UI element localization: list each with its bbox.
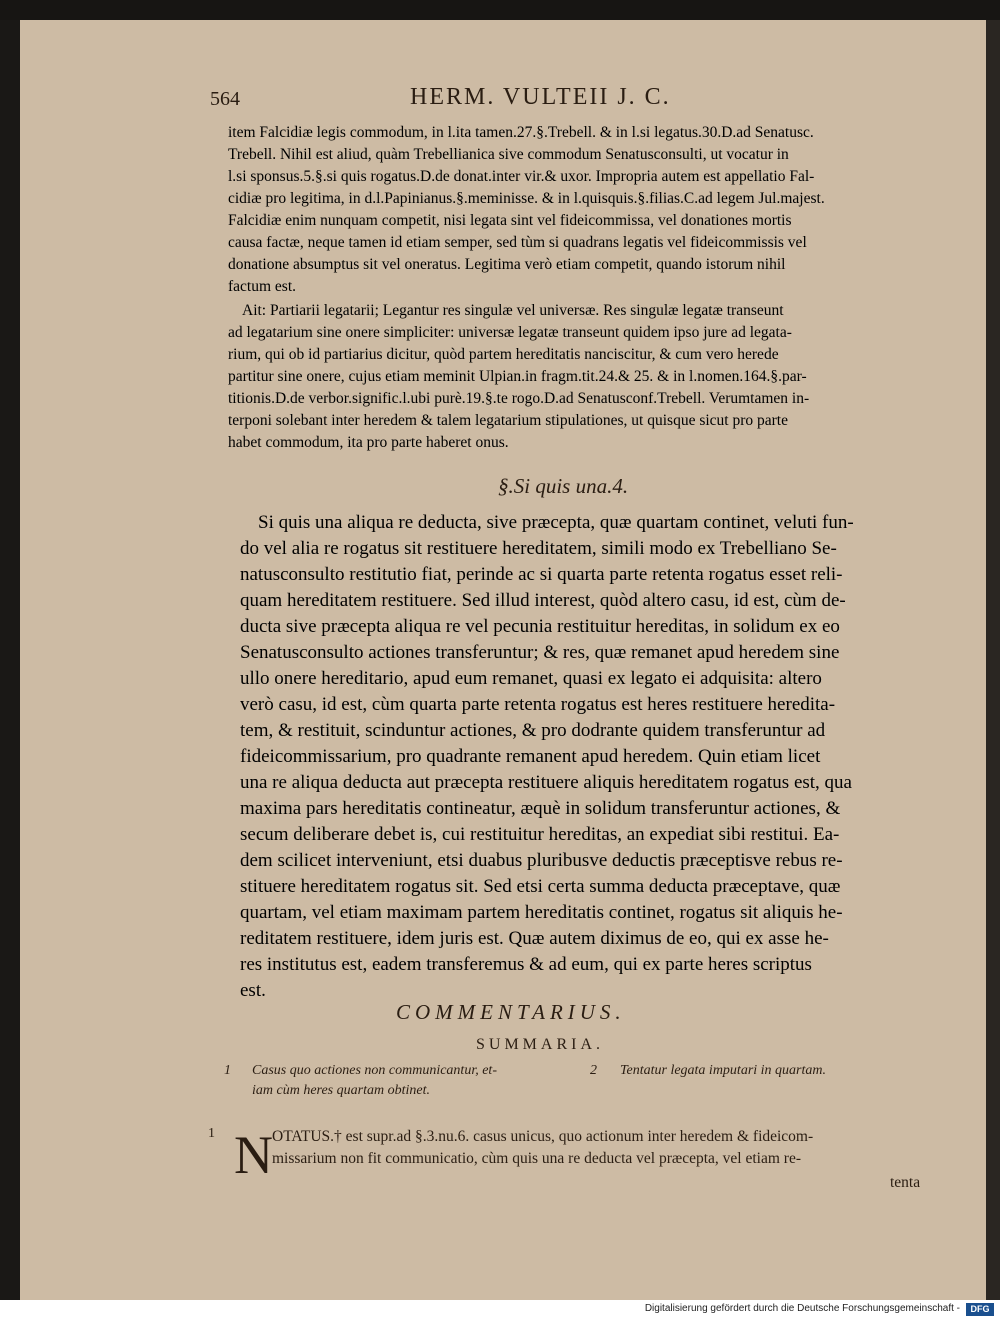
text-line: reditatem restituere, idem juris est. Quæ autem diximus de eo, qui ex asse he- <box>240 928 829 949</box>
text-line: verò casu, id est, cùm quarta parte retenta rogatus est heres restituere heredita- <box>240 694 836 715</box>
summaria-heading: SUMMARIA. <box>476 1036 605 1053</box>
text-line: res institutus est, eadem transferemus & ad eum, qui ex parte heres scriptus <box>240 954 812 975</box>
summary-number: 2 <box>590 1063 597 1078</box>
catchword: tenta <box>890 1174 921 1191</box>
text-line: secum deliberare debet is, cui restituitur hereditas, an expediat sibi restitui. Ea- <box>240 824 840 845</box>
text-line: cidiæ pro legitima, in d.l.Papinianus.§.meminisse. & in l.quisquis.§.filias.C.ad legem Jul.majest. <box>228 190 825 207</box>
text-line: factum est. <box>228 278 297 295</box>
text-line: tem, & restituit, scinduntur actiones, & pro dodrante quidem transferuntur ad <box>240 720 826 741</box>
text-line: fideicommissarium, pro quadrante remanent apud heredem. Quin etiam licet <box>240 746 821 767</box>
text-line: Ait: Partiarii legatarii; Legantur res singulæ vel universæ. Res singulæ legatæ transeunt <box>242 302 784 319</box>
drop-cap-initial: N <box>234 1125 273 1185</box>
text-line: l.si sponsus.5.§.si quis rogatus.D.de donat.inter vir.& uxor. Impropria autem est appellatio Fal- <box>228 168 815 185</box>
text-line: quam hereditatem restituere. Sed illud interest, quòd altero casu, id est, cùm de- <box>240 590 846 611</box>
scan-border-top <box>0 0 1000 20</box>
text-line: missarium non fit communicatio, cùm quis una re deducta vel præcepta, vel etiam re- <box>272 1150 801 1167</box>
text-line: maxima pars hereditatis contineatur, æquè in solidum transferuntur actiones, & <box>240 798 841 819</box>
summary-number: 1 <box>224 1063 231 1078</box>
footer-bar <box>0 1300 1000 1320</box>
text-line: Senatusconsulto actiones transferuntur; & res, quæ remanet apud heredem sine <box>240 642 840 663</box>
margin-note-number: 1 <box>208 1126 215 1141</box>
text-line: donatione absumptus sit vel oneratus. Legitima verò etiam competit, quando istorum nihil <box>228 256 786 273</box>
text-line: una re aliqua deducta aut præcepta restituere aliquis hereditatem rogatus est, qua <box>240 772 852 793</box>
book-page <box>20 20 986 1300</box>
running-head: HERM. VULTEII J. C. <box>410 84 671 110</box>
text-line: ducta sive præcepta aliqua re vel pecunia restituitur hereditas, in solidum ex eo <box>240 616 840 637</box>
text-line: quartam, vel etiam maximam partem hereditatis continet, rogatus sit aliquis he- <box>240 902 843 923</box>
text-line: rium, qui ob id partiarius dicitur, quòd partem hereditatis nanciscitur, & cum vero herede <box>228 346 779 363</box>
summary-item-continuation: iam cùm heres quartam obtinet. <box>252 1083 430 1098</box>
text-line: terponi solebant inter heredem & talem legatarium stipulationes, ut quisque sicut pro parte <box>228 412 788 429</box>
summary-item: Tentatur legata imputari in quartam. <box>620 1063 827 1078</box>
text-line: Trebell. Nihil est aliud, quàm Trebellianica sive commodum Senatusconsulti, ut vocatur in <box>228 146 789 163</box>
summary-item: Casus quo actiones non communicantur, et- <box>252 1063 497 1078</box>
scan-border-left <box>0 20 20 1300</box>
funding-credit: Digitalisierung gefördert durch die Deutsche Forschungsgemeinschaft - <box>644 1303 960 1314</box>
text-line: ad legatarium sine onere simpliciter: universæ legatæ transeunt quidem ipso jure ad legata- <box>228 324 792 341</box>
text-line: habet commodum, ita pro parte haberet onus. <box>228 434 509 451</box>
text-line: item Falcidiæ legis commodum, in l.ita tamen.27.§.Trebell. & in l.si legatus.30.D.ad Senatusc. <box>228 124 814 141</box>
text-line: do vel alia re rogatus sit restituere hereditatem, simili modo ex Trebelliano Se- <box>240 538 837 559</box>
text-line: dem scilicet interveniunt, etsi duabus pluribusve deductis præceptisve rebus re- <box>240 850 843 871</box>
commentary-heading: COMMENTARIUS. <box>396 1000 626 1024</box>
text-line: titionis.D.de verbor.signific.l.ubi purè.19.§.te rogo.D.ad Senatusconf.Trebell. Verumtamen in- <box>228 390 810 407</box>
section-heading: §.Si quis una.4. <box>498 474 629 498</box>
text-line: est. <box>240 980 266 1001</box>
text-line: Falcidiæ enim nunquam competit, nisi legata sint vel fideicommissa, vel donationes mortis <box>228 212 792 229</box>
text-line: stituere hereditatem rogatus sit. Sed etsi certa summa deducta præceptave, quæ <box>240 876 841 897</box>
text-line: Si quis una aliqua re deducta, sive præcepta, quæ quartam continet, veluti fun- <box>258 512 854 533</box>
dfg-logo: DFG <box>966 1303 994 1316</box>
text-line: ullo onere hereditario, apud eum remanet, quasi ex legato ei adquisita: altero <box>240 668 822 689</box>
scan-border-right <box>986 20 1000 1300</box>
text-line: causa factæ, neque tamen id etiam semper, sed tùm si quadrans legatis vel fideicommissis vel <box>228 234 807 251</box>
page-number: 564 <box>210 88 240 110</box>
text-line: OTATUS.† est supr.ad §.3.nu.6. casus unicus, quo actionum inter heredem & fideicom- <box>272 1128 814 1145</box>
text-line: natusconsulto restitutio fiat, perinde ac si quarta parte retenta rogatus esset reli- <box>240 564 843 585</box>
text-line: partitur sine onere, cujus etiam meminit Ulpian.in fragm.tit.24.& 25. & in l.nomen.164.§.par- <box>228 368 807 385</box>
